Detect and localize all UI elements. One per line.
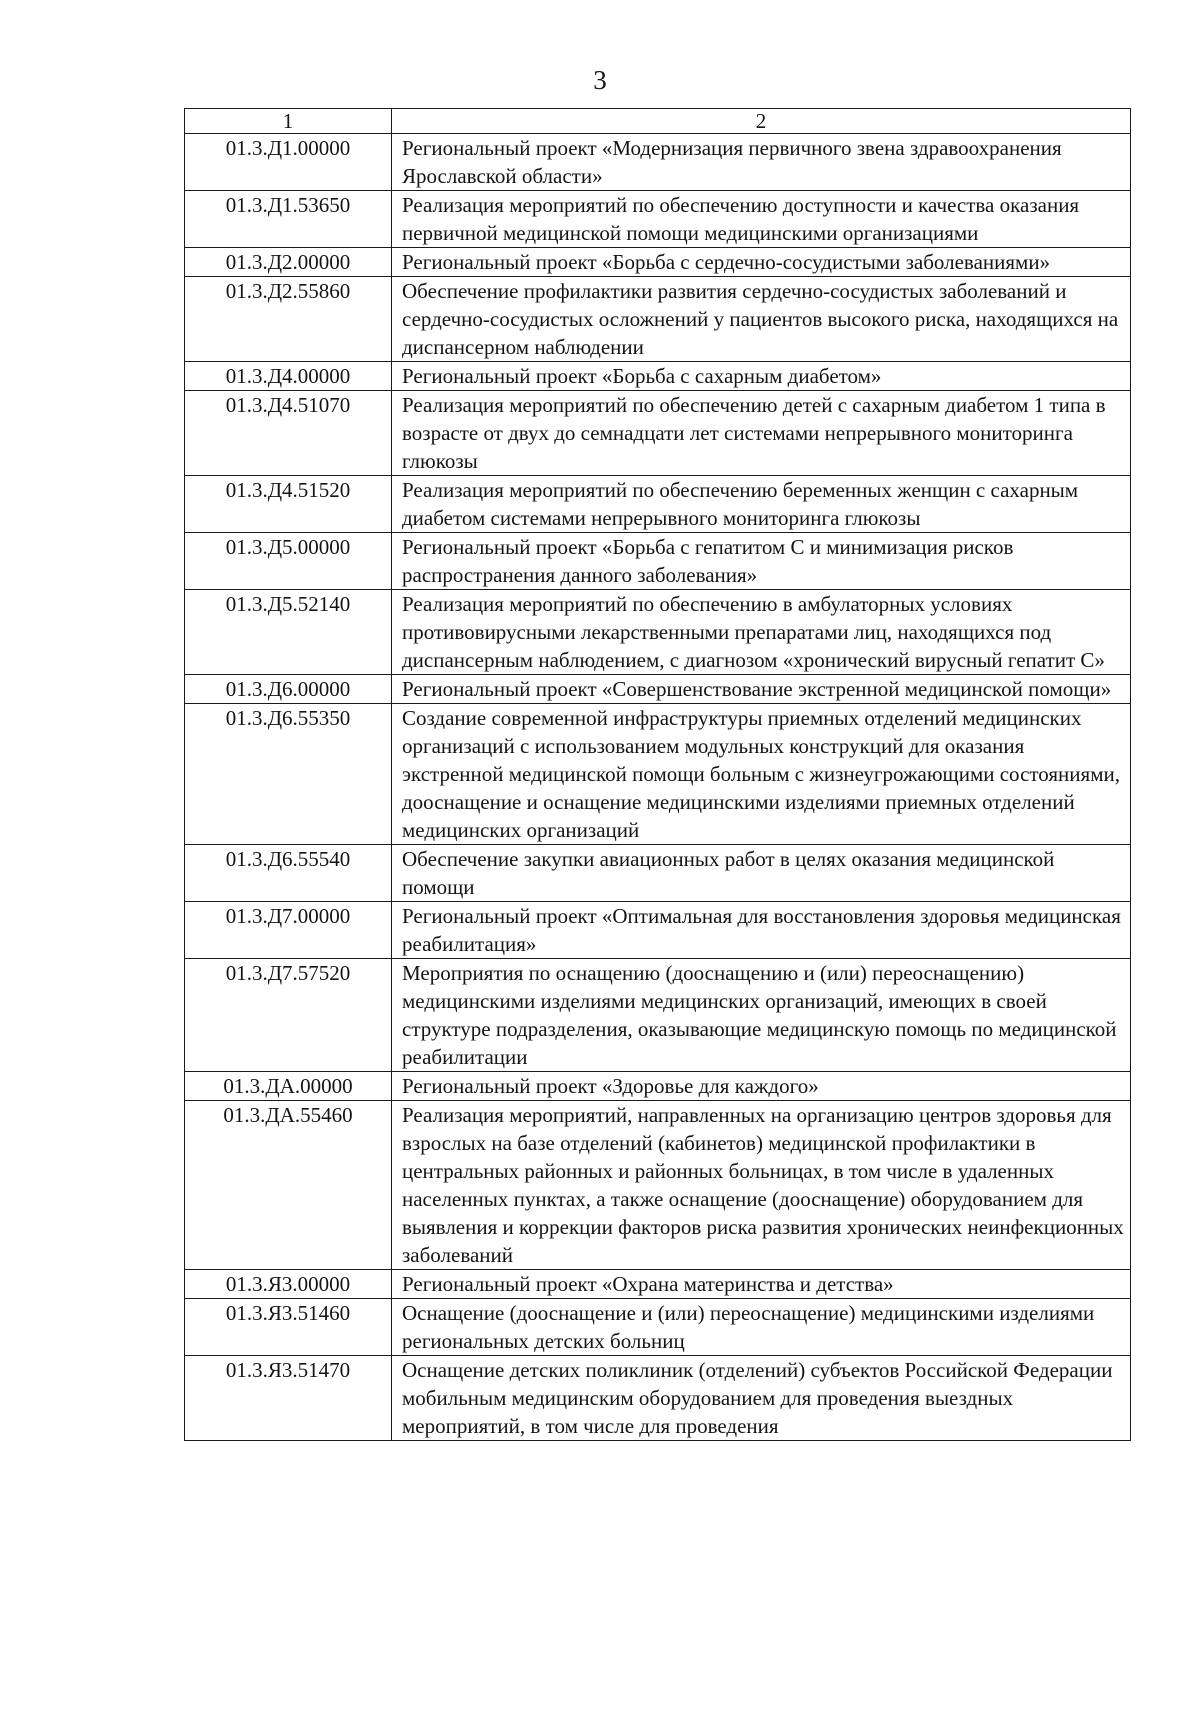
table-row — [185, 1072, 1131, 1101]
table-row — [185, 248, 1131, 277]
budget-classification-table — [184, 108, 1131, 1441]
name-cell: Реализация мероприятий по обеспечению беременных женщин с сахарным диабетом системами непрерывного мониторинга глюкозы — [392, 476, 1131, 533]
code-cell: 01.3.Д6.55540 — [185, 845, 392, 902]
code-cell: 01.3.Д1.00000 — [185, 134, 392, 191]
table-row — [185, 1270, 1131, 1299]
name-cell: Региональный проект «Модернизация первичного звена здравоохранения Ярославской области» — [392, 134, 1131, 191]
table-row — [185, 590, 1131, 675]
table-body — [185, 134, 1131, 1441]
name-cell: Региональный проект «Охрана материнства и детства» — [392, 1270, 1131, 1299]
column-header-name: 2 — [392, 109, 1131, 134]
code-cell: 01.3.Д5.52140 — [185, 590, 392, 675]
code-cell: 01.3.Д7.57520 — [185, 959, 392, 1072]
table-row — [185, 533, 1131, 590]
column-header-code: 1 — [185, 109, 392, 134]
name-cell: Оснащение детских поликлиник (отделений) субъектов Российской Федерации мобильным медицинским оборудованием для проведения выездных мероприятий, в том числе для проведения — [392, 1356, 1131, 1441]
code-cell: 01.3.Д1.53650 — [185, 191, 392, 248]
name-cell: Создание современной инфраструктуры приемных отделений медицинских организаций с использованием модульных конструкций для оказания экстренной медицинской помощи больным с жизнеугрожающими состояниями, дооснащение и оснащение медицинскими изделиями приемных отделений медицинских организаций — [392, 704, 1131, 845]
table-row — [185, 391, 1131, 476]
code-cell: 01.3.Д4.00000 — [185, 362, 392, 391]
code-cell: 01.3.Д4.51070 — [185, 391, 392, 476]
code-cell: 01.3.Д6.00000 — [185, 675, 392, 704]
name-cell: Региональный проект «Оптимальная для восстановления здоровья медицинская реабилитация» — [392, 902, 1131, 959]
table-row — [185, 704, 1131, 845]
name-cell: Региональный проект «Борьба с сахарным диабетом» — [392, 362, 1131, 391]
code-cell: 01.3.Д5.00000 — [185, 533, 392, 590]
code-cell: 01.3.Д4.51520 — [185, 476, 392, 533]
code-cell: 01.3.Д2.00000 — [185, 248, 392, 277]
table-row — [185, 134, 1131, 191]
code-cell: 01.3.Я3.51470 — [185, 1356, 392, 1441]
header-row — [185, 109, 1131, 134]
code-cell: 01.3.ДА.00000 — [185, 1072, 392, 1101]
code-cell: 01.3.Д7.00000 — [185, 902, 392, 959]
table-row — [185, 959, 1131, 1072]
name-cell: Региональный проект «Борьба с сердечно-сосудистыми заболеваниями» — [392, 248, 1131, 277]
table-row — [185, 845, 1131, 902]
name-cell: Обеспечение профилактики развития сердечно-сосудистых заболеваний и сердечно-сосудистых осложнений у пациентов высокого риска, находящихся на диспансерном наблюдении — [392, 277, 1131, 362]
code-cell: 01.3.Д2.55860 — [185, 277, 392, 362]
code-cell: 01.3.Д6.55350 — [185, 704, 392, 845]
name-cell: Реализация мероприятий по обеспечению детей с сахарным диабетом 1 типа в возрасте от двух до семнадцати лет системами непрерывного мониторинга глюкозы — [392, 391, 1131, 476]
table-row — [185, 675, 1131, 704]
name-cell: Мероприятия по оснащению (дооснащению и (или) переоснащению) медицинскими изделиями медицинских организаций, имеющих в своей структуре подразделения, оказывающие медицинскую помощь по медицинской реабилитации — [392, 959, 1131, 1072]
code-cell: 01.3.ДА.55460 — [185, 1101, 392, 1270]
name-cell: Обеспечение закупки авиационных работ в целях оказания медицинской помощи — [392, 845, 1131, 902]
code-cell: 01.3.Я3.00000 — [185, 1270, 392, 1299]
code-cell: 01.3.Я3.51460 — [185, 1299, 392, 1356]
table-row — [185, 1356, 1131, 1441]
table-row — [185, 362, 1131, 391]
name-cell: Реализация мероприятий, направленных на организацию центров здоровья для взрослых на базе отделений (кабинетов) медицинской профилактики в центральных районных и районных больницах, в том числе в удаленных населенных пунктах, а также оснащение (дооснащение) оборудованием для выявления и коррекции факторов риска развития хронических неинфекционных заболеваний — [392, 1101, 1131, 1270]
name-cell: Региональный проект «Совершенствование экстренной медицинской помощи» — [392, 675, 1131, 704]
table-row — [185, 902, 1131, 959]
table-row — [185, 1299, 1131, 1356]
page-number: 3 — [593, 65, 607, 95]
name-cell: Региональный проект «Борьба с гепатитом С и минимизация рисков распространения данного заболевания» — [392, 533, 1131, 590]
table-row — [185, 476, 1131, 533]
name-cell: Реализация мероприятий по обеспечению доступности и качества оказания первичной медицинской помощи медицинскими организациями — [392, 191, 1131, 248]
name-cell: Региональный проект «Здоровье для каждого» — [392, 1072, 1131, 1101]
name-cell: Оснащение (дооснащение и (или) переоснащение) медицинскими изделиями региональных детских больниц — [392, 1299, 1131, 1356]
table-header — [185, 109, 1131, 134]
table-row — [185, 277, 1131, 362]
table-row — [185, 191, 1131, 248]
table-row — [185, 1101, 1131, 1270]
name-cell: Реализация мероприятий по обеспечению в амбулаторных условиях противовирусными лекарственными препаратами лиц, находящихся под диспансерным наблюдением, с диагнозом «хронический вирусный гепатит С» — [392, 590, 1131, 675]
